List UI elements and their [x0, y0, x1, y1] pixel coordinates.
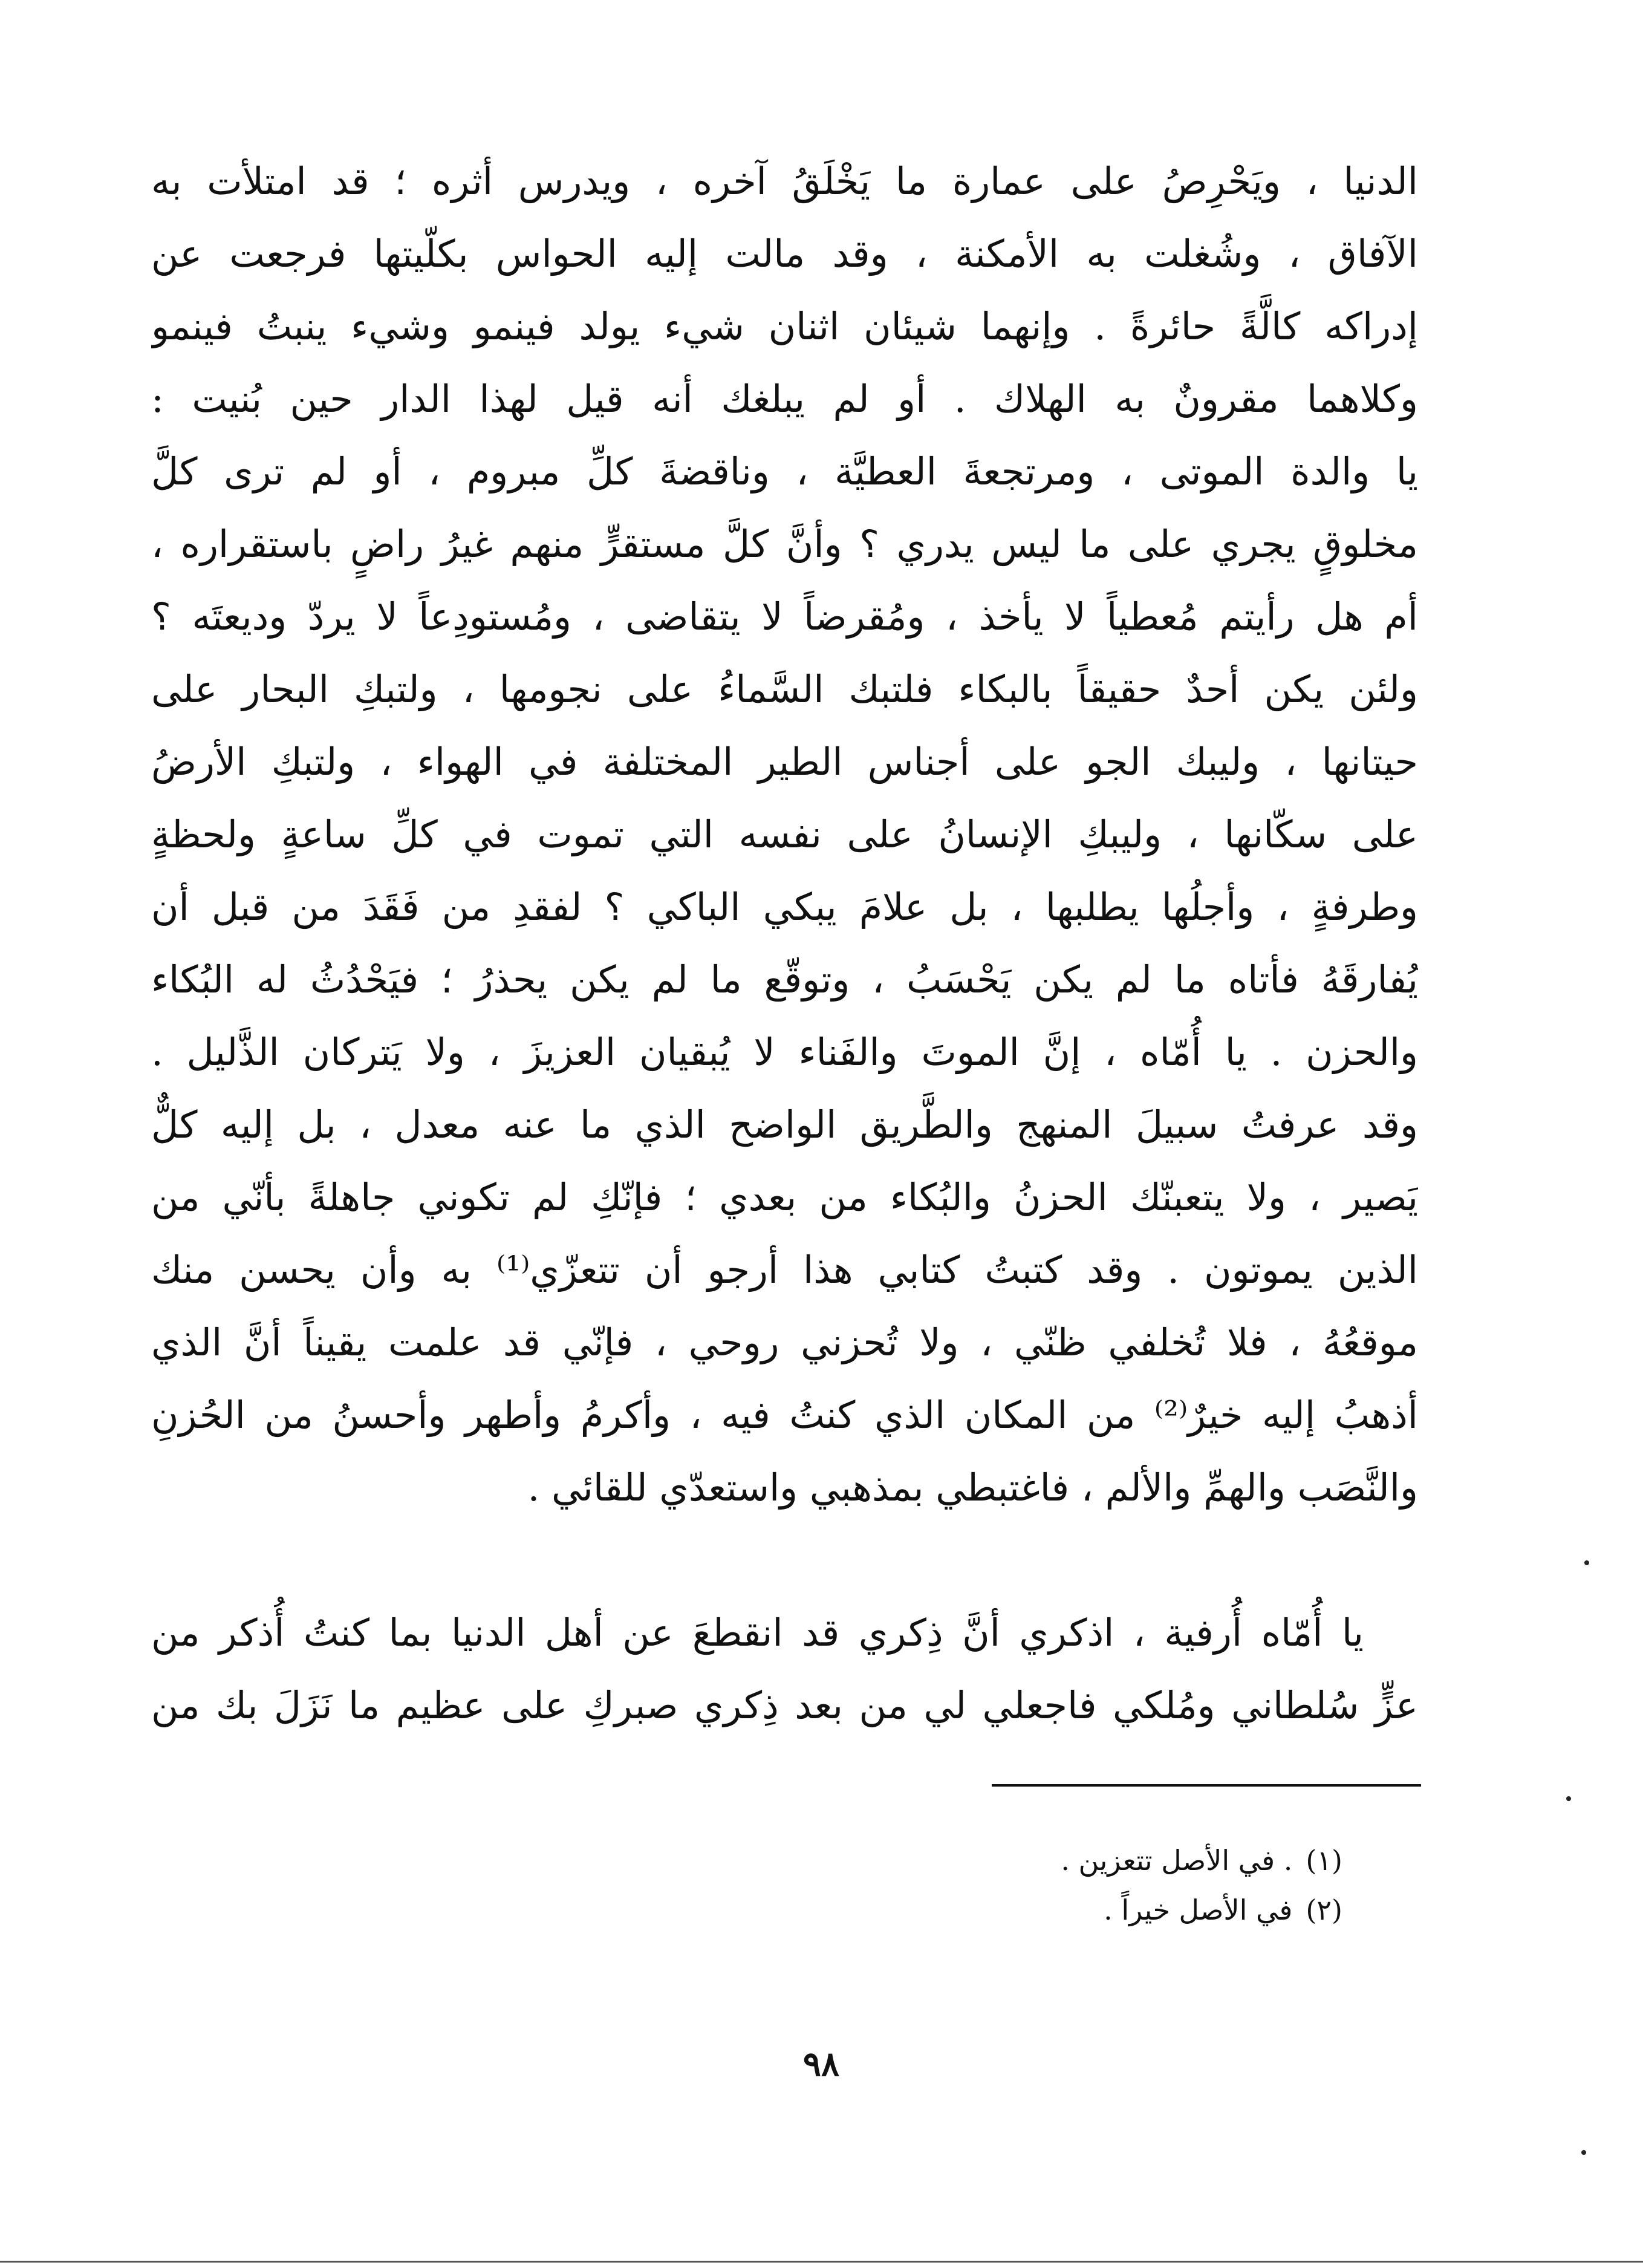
text-line: وقد عرفتُ سبيلَ المنهج والطَّريق الواضح الذي ما عنه معدل ، بل إليه كلٌّ: [151, 1103, 1418, 1147]
text-line: الدنيا ، ويَحْرِصُ على عمارة ما يَخْلَقُ آخره ، ويدرس أثره ؛ قد امتلأت به: [151, 159, 1418, 203]
footnote-divider: [992, 1784, 1421, 1787]
text-line: أم هل رأيتم مُعطياً لا يأخذ ، ومُقرضاً لا يتقاضى ، ومُستودِعاً لا يردّ وديعتَه ؟: [151, 595, 1418, 639]
text-line: يا أُمّاه أُرفية ، اذكري أنَّ ذِكري قد انقطعَ عن أهل الدنيا بما كنتُ أُذكر من: [151, 1611, 1364, 1655]
footnote-text: في الأصل خيراً .: [1104, 1894, 1293, 1926]
text-line: يا والدة الموتى ، ومرتجعةَ العطيَّة ، وناقضةَ كلِّ مبروم ، أو لم ترى كلَّ: [151, 449, 1418, 494]
scan-edge: [0, 2261, 1643, 2263]
text-line: إدراكه كالَّةً حائرةً . وإنهما شيئان اثنان شيء يولد فينمو وشيء ينبتُ فينمو: [151, 304, 1418, 348]
scan-artifact: [1581, 2150, 1586, 2155]
text-line: ولئن يكن أحدٌ حقيقاً بالبكاء فلتبك السَّماءُ على نجومها ، ولتبكِ البحار على: [151, 667, 1418, 711]
text-line: موقعُهُ ، فلا تُخلفي ظنّي ، ولا تُحزني روحي ، فإنّي قد علمت يقيناً أنَّ الذي: [151, 1320, 1418, 1364]
text-line: حيتانها ، وليبك الجو على أجناس الطير المختلفة في الهواء ، ولتبكِ الأرضُ: [151, 740, 1418, 784]
main-paragraph: [151, 145, 1418, 1524]
footnote-1: [786, 1836, 1342, 1885]
text-line: الآفاق ، وشُغلت به الأمكنة ، وقد مالت إليه الحواس بكلّيتها فرجعت عن: [151, 232, 1418, 276]
text-line: والحزن . يا أُمّاه ، إنَّ الموتَ والفَناء لا يُبقيان العزيزَ ، ولا يَتركان الذَّليل .: [151, 1030, 1418, 1074]
text-line: يُفارقَهُ فأتاه ما لم يكن يَحْسَبُ ، وتوقّع ما لم يكن يحذرُ ؛ فيَحْدُثُ له البُكاء: [151, 957, 1418, 1002]
footnote-number: (٢): [1306, 1894, 1342, 1926]
text-line: والنَّصَب والهمِّ والألم ، فاغتبطي بمذهبي واستعدّي للقائي .: [527, 1465, 1418, 1510]
text-line: مخلوقٍ يجري على ما ليس يدري ؟ وأنَّ كلَّ مستقرٍّ منهم غيرُ راضٍ باستقراره ،: [151, 522, 1418, 566]
footnote-text: . في الأصل تتعزين .: [1061, 1844, 1293, 1877]
footnotes: [786, 1836, 1342, 1935]
scan-artifact: [1566, 1796, 1571, 1801]
text-line: وكلاهما مقرونٌ به الهلاك . أو لم يبلغك أنه قيل لهذا الدار حين بُنيت :: [151, 377, 1418, 421]
text-line: أذهبُ إليه خيرٌ⁽²⁾ من المكان الذي كنتُ فيه ، وأكرمُ وأطهر وأحسنُ من الحُزنِ: [151, 1393, 1418, 1437]
text-line: على سكّانها ، وليبكِ الإنسانُ على نفسه التي تموت في كلِّ ساعةٍ ولحظةٍ: [151, 812, 1418, 856]
text-line: يَصير ، ولا يتعبنّك الحزنُ والبُكاء من بعدي ؛ فإنّكِ لم تكوني جاهلةً بأنّي من: [151, 1175, 1418, 1219]
footnote-number: (١): [1306, 1844, 1342, 1877]
text-line: وطرفةٍ ، وأجلُها يطلبها ، بل علامَ يبكي الباكي ؟ لفقدِ من فَقَدَ من قبل أن: [151, 885, 1418, 929]
second-paragraph: [151, 1597, 1418, 1742]
footnote-2: [786, 1885, 1342, 1935]
page-number: ٩٨: [802, 2044, 840, 2084]
text-line: عزٍّ سُلطاني ومُلكي فاجعلي لي من بعد ذِكري صبركِ على عظيم ما نَزَلَ بك من: [151, 1683, 1418, 1727]
text-line: الذين يموتون . وقد كتبتُ كتابي هذا أرجو أن تتعزّي⁽¹⁾ به وأن يحسن منك: [151, 1248, 1418, 1292]
scan-artifact: [1584, 1560, 1589, 1565]
